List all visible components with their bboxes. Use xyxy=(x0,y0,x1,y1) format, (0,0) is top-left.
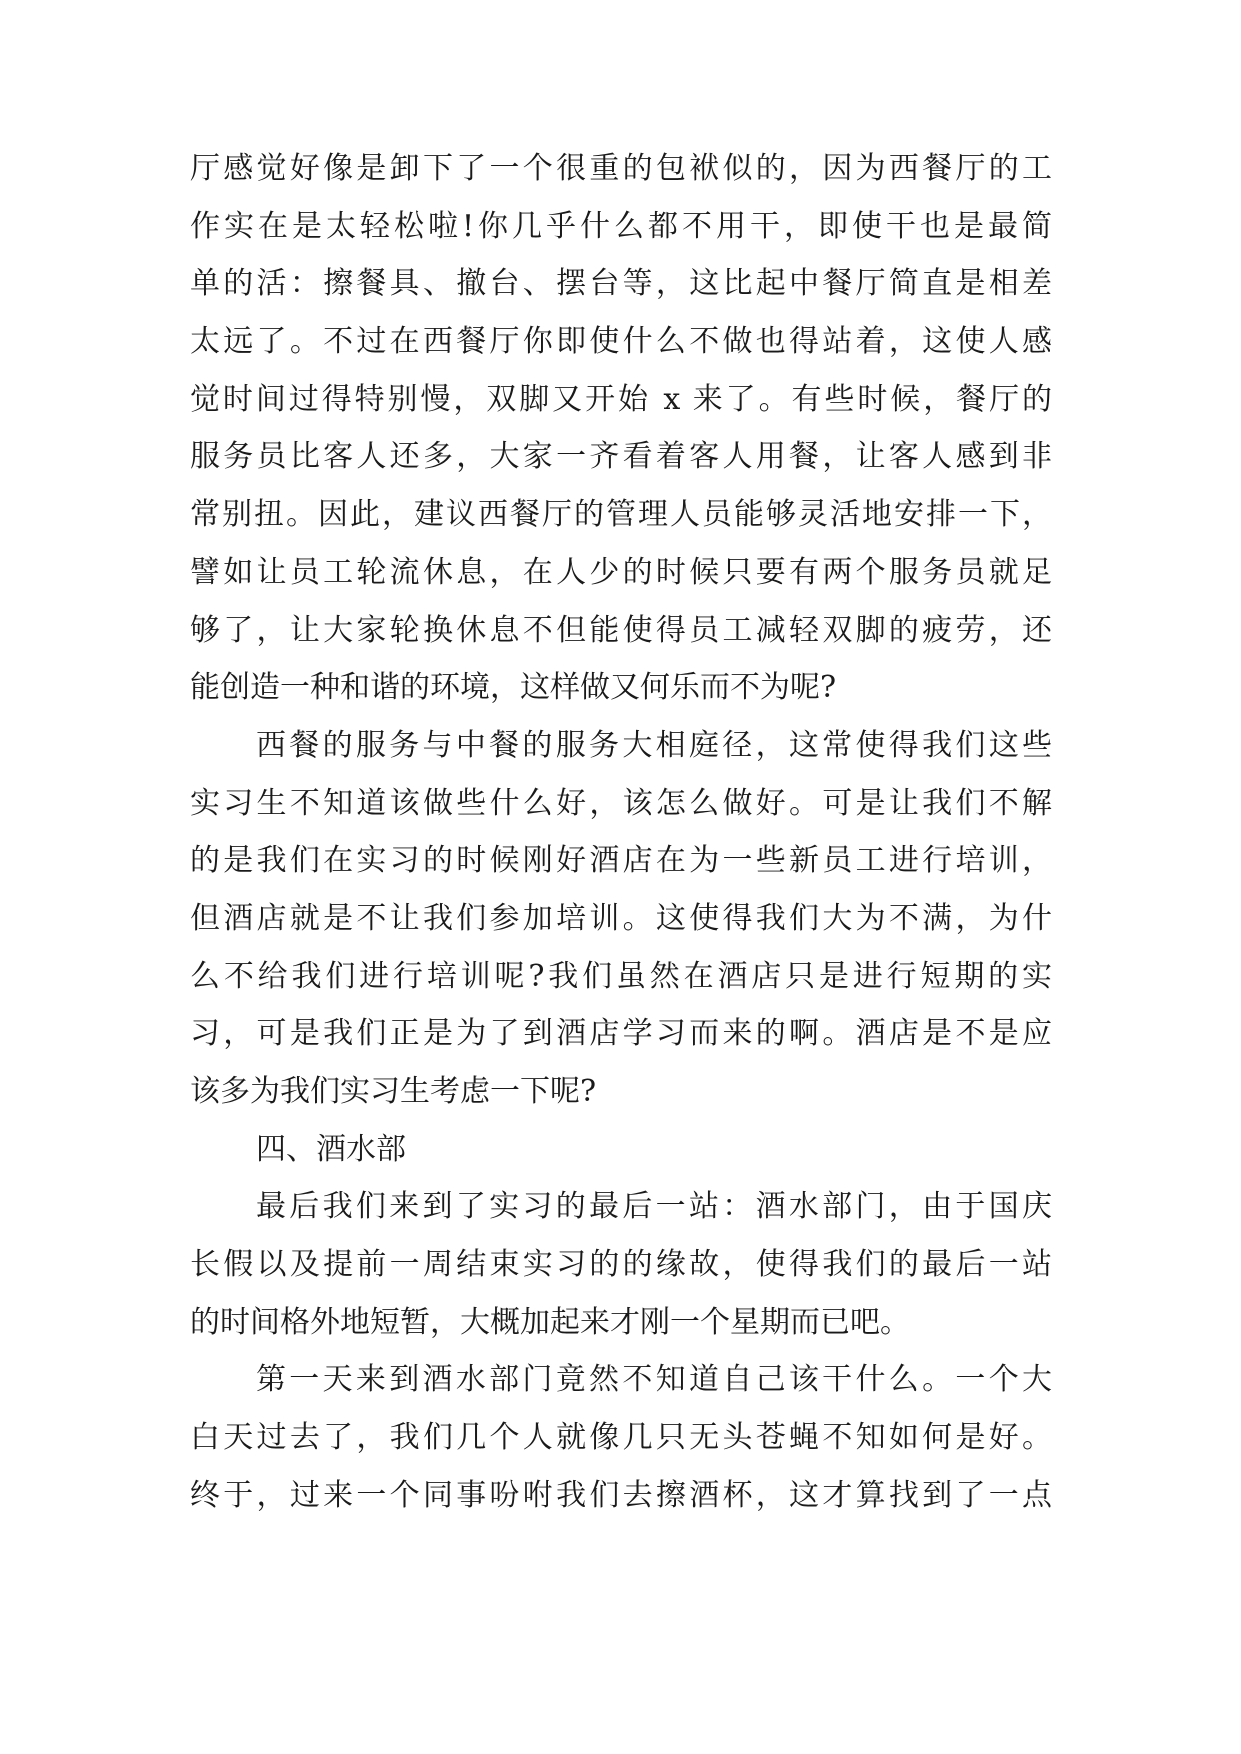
text-line: 的时间格外地短暂，大概加起来才刚一个星期而已吧。 xyxy=(190,1304,910,1340)
text-line: 白天过去了，我们几个人就像几只无头苍蝇不知如何是好。 xyxy=(190,1420,1052,1456)
paragraph-3 xyxy=(190,1178,1052,1351)
document-body xyxy=(190,140,1052,1525)
text-line: 觉时间过得特别慢，双脚又开始 x 来了。有些时候，餐厅的 xyxy=(190,381,1052,417)
text-line: 长假以及提前一周结束实习的的缘故，使得我们的最后一站 xyxy=(190,1247,1052,1283)
section-heading xyxy=(190,1121,1052,1179)
text-line: 习，可是我们正是为了到酒店学习而来的啊。酒店是不是应 xyxy=(190,1016,1052,1052)
text-line: 么不给我们进行培训呢?我们虽然在酒店只是进行短期的实 xyxy=(190,958,1052,994)
text-line: 够了，让大家轮换休息不但能使得员工减轻双脚的疲劳，还 xyxy=(190,612,1052,648)
text-line: 作实在是太轻松啦!你几乎什么都不用干，即使干也是最简 xyxy=(190,208,1052,244)
text-line: 譬如让员工轮流休息，在人少的时候只要有两个服务员就足 xyxy=(190,554,1052,590)
text-line: 的是我们在实习的时候刚好酒店在为一些新员工进行培训， xyxy=(190,843,1052,879)
text-line: 实习生不知道该做些什么好，该怎么做好。可是让我们不解 xyxy=(190,785,1052,821)
text-line: 服务员比客人还多，大家一齐看着客人用餐，让客人感到非 xyxy=(190,439,1052,475)
text-line: 能创造一种和谐的环境，这样做又何乐而不为呢? xyxy=(190,670,837,706)
text-line: 第一天来到酒水部门竟然不知道自己该干什么。一个大 xyxy=(256,1362,1052,1398)
text-line: 常别扭。因此，建议西餐厅的管理人员能够灵活地安排一下， xyxy=(190,497,1052,533)
text-line: 厅感觉好像是卸下了一个很重的包袱似的，因为西餐厅的工 xyxy=(190,151,1052,186)
text-line: 该多为我们实习生考虑一下呢? xyxy=(190,1074,597,1109)
text-line: 太远了。不过在西餐厅你即使什么不做也得站着，这使人感 xyxy=(190,324,1052,360)
text-line: 单的活：擦餐具、撤台、摆台等，这比起中餐厅简直是相差 xyxy=(190,266,1052,302)
section-heading-text: 四、酒水部 xyxy=(256,1131,406,1167)
paragraph-4 xyxy=(190,1351,1052,1524)
paragraph-2 xyxy=(190,717,1052,1121)
text-line: 终于，过来一个同事吩咐我们去擦酒杯，这才算找到了一点 xyxy=(190,1477,1052,1513)
text-line: 西餐的服务与中餐的服务大相庭径，这常使得我们这些 xyxy=(256,727,1052,763)
text-line: 但酒店就是不让我们参加培训。这使得我们大为不满，为什 xyxy=(190,900,1052,936)
text-line: 最后我们来到了实习的最后一站：酒水部门，由于国庆 xyxy=(256,1189,1052,1225)
paragraph-1 xyxy=(190,140,1052,717)
